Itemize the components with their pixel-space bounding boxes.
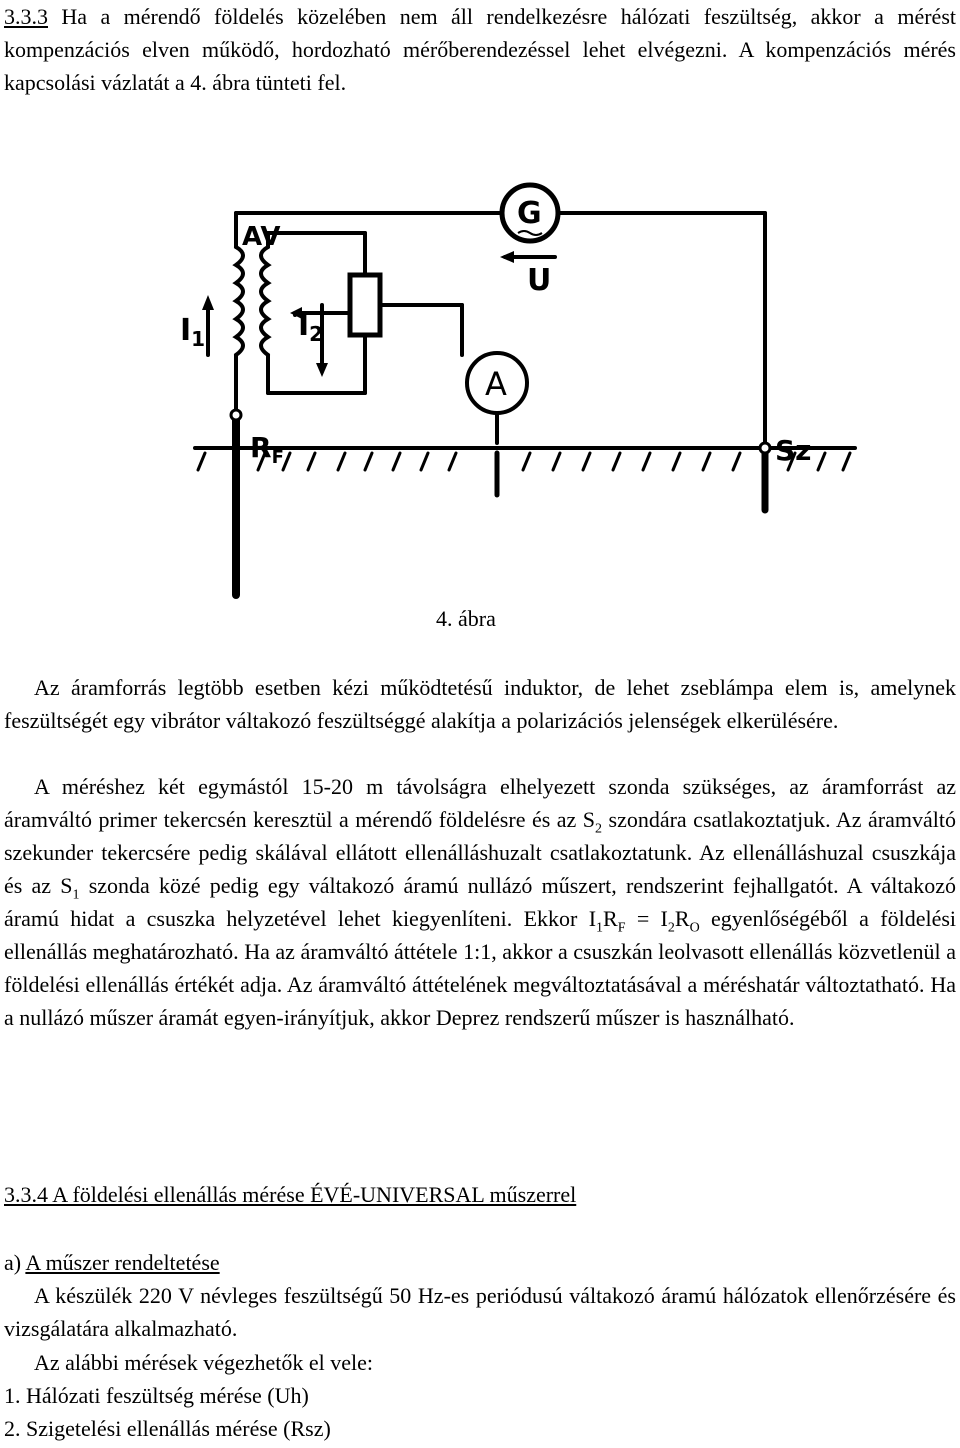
section-heading: 3.3.4 A földelési ellenállás mérése ÉVÉ-UNIVERSAL műszerrel — [4, 1182, 577, 1207]
label-g: G — [517, 196, 542, 231]
circuit-diagram — [0, 165, 960, 605]
label-sz: Sz — [775, 434, 812, 467]
intro-text: Ha a mérendő földelés közelében nem áll rendelkezésre hálózati feszültség, akkor a mérést kompenzációs elven működő, hordozható mérőberendezéssel lehet elvégezni. A kompenzációs mérés kapcsolási vázlatát a 4. ábra tünteti fel. — [4, 4, 956, 95]
label-i1: $I_1$ — [180, 313, 206, 351]
paragraph-1: Az áramforrás legtöbb esetben kézi működtetésű induktor, de lehet zseblámpa elem is, amelynek feszültségét egy vibrátor váltakozó feszültséggé alakítja a polarizációs jelenségek elkerülésére. — [4, 675, 956, 733]
figure-caption: 4. ábra — [436, 606, 496, 631]
list-item: 2. Szigetelési ellenállás mérése (Rsz) — [4, 1416, 331, 1441]
label-u: U — [527, 263, 552, 298]
label-i2: $I_2$ — [298, 308, 324, 346]
tilde-symbol — [518, 231, 542, 235]
label-rf: $R_F$ — [250, 431, 284, 468]
subsection-text: A készülék 220 V névleges feszültségű 50 Hz-es periódusú váltakozó áramú hálózatok ellenőrzésére és vizsgálatára alkalmazható. — [4, 1283, 956, 1341]
subsection-heading: a) A műszer rendeltetése — [4, 1250, 220, 1275]
measurements-intro: Az alábbi mérések végezhetők el vele: — [34, 1350, 374, 1375]
label-av: AV — [242, 222, 281, 252]
paragraph-2: A méréshez két egymástól 15-20 m távolságra elhelyezett szonda szükséges, az áramforrást az áramváltó primer tekercsén keresztül a mérendő földelésre és az $S_2$ szondára csatlakoztatjuk. Az áramváltó szekunder tekercsére pedig skálával ellátott ellenálláshuzalt csatlakoztatunk. Az ellenálláshuzal csuszkája és az $S_1$ szonda közé pedig egy váltakozó áramú nullázó műszert, rendszerint fejhallgatót. A váltakozó áramú hidat a csuszka helyzetével lehet kiegyenlíteni. Ekkor $I_1R_F = I_2R_O$ egyenlőségéből a földelési ellenállás meghatározható. Ha az áramváltó áttétele 1:1, akkor a csuszkán leolvasott ellenállás közvetlenül a földelési ellenállás értékét adja. Az áramváltó áttételének megváltoztatásával a méréshatár változtatható. Ha a nullázó műszer áramát egyen-irányítjuk, akkor Deprez rendszerű műszer is használható. — [4, 774, 957, 1030]
label-a: A — [485, 365, 507, 403]
list-item: 1. Hálózati feszültség mérése (Uh) — [4, 1383, 309, 1408]
intro-paragraph — [4, 0, 956, 99]
section-number: 3.3.3 — [4, 4, 48, 29]
